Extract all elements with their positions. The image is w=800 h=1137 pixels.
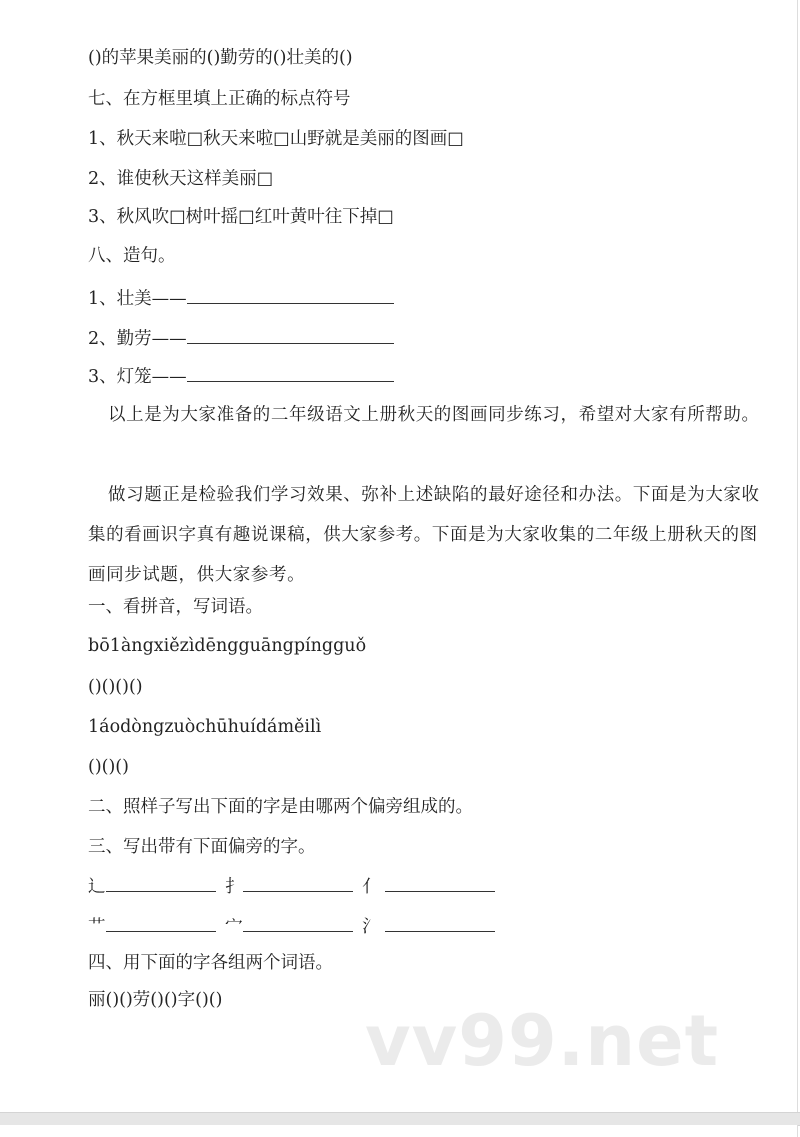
next-page [0,1125,798,1137]
radical: 氵 [362,917,380,937]
radical: 亻 [362,877,380,897]
section-heading: 二、照样子写出下面的字是由哪两个偏旁组成的。 [88,797,473,817]
text-line: 3、秋风吹□树叶摇□红叶黄叶往下掉□ [88,207,394,227]
paragraph: 以上是为大家准备的二年级语文上册秋天的图画同步练习，希望对大家有所帮助。 [108,405,760,425]
answer-blank [187,285,394,304]
sentence-item [88,363,394,389]
answer-blank [243,913,353,932]
section-heading: 七、在方框里填上正确的标点符号 [88,89,351,109]
radical-row [88,873,495,899]
radical: 辶 [88,877,106,897]
paragraph: 做习题正是检验我们学习效果、弥补上述缺陷的最好途径和办法。下面是为大家收集的看画识字真有趣说课稿，供大家参考。下面是为大家收集的二年级上册秋天的图画同步试题，供大家参考。 [88,485,760,585]
sentence-item [88,325,394,351]
sentence-label: 3、灯笼—— [88,367,187,387]
section-heading: 八、造句。 [88,246,176,266]
answer-blank [187,325,394,344]
section-heading: 三、写出带有下面偏旁的字。 [88,837,316,857]
pinyin-line: 1áodòngzuòchūhuídáměilì [88,717,322,737]
radical: 扌 [225,877,243,897]
text-line: 1、秋天来啦□秋天来啦□山野就是美丽的图画□ [88,129,464,149]
pinyin-line: bō1àngxiězìdēngguāngpíngguǒ [88,636,367,656]
answer-blank [187,363,394,382]
sentence-label: 1、壮美—— [88,289,187,309]
answer-blank [243,873,353,892]
answer-blank [106,913,216,932]
answer-blank [385,873,495,892]
sentence-label: 2、勤劳—— [88,329,187,349]
watermark: vv99.net [365,1000,720,1082]
sentence-item [88,285,394,311]
radical-row [88,913,495,939]
radical: 宀 [225,917,243,937]
section-heading: 四、用下面的字各组两个词语。 [88,953,333,973]
answer-blank [106,873,216,892]
text-line: 丽()()劳()()字()() [88,990,223,1010]
answer-blank [385,913,495,932]
page-separator [0,1112,800,1126]
text-line: ()()() [88,757,129,777]
radical: 艹 [88,917,106,937]
section-heading: 一、看拼音，写词语。 [88,597,263,617]
text-line: 2、谁使秋天这样美丽□ [88,169,274,189]
text-line: ()的苹果美丽的()勤劳的()壮美的() [88,48,353,68]
text-line: ()()()() [88,677,143,697]
